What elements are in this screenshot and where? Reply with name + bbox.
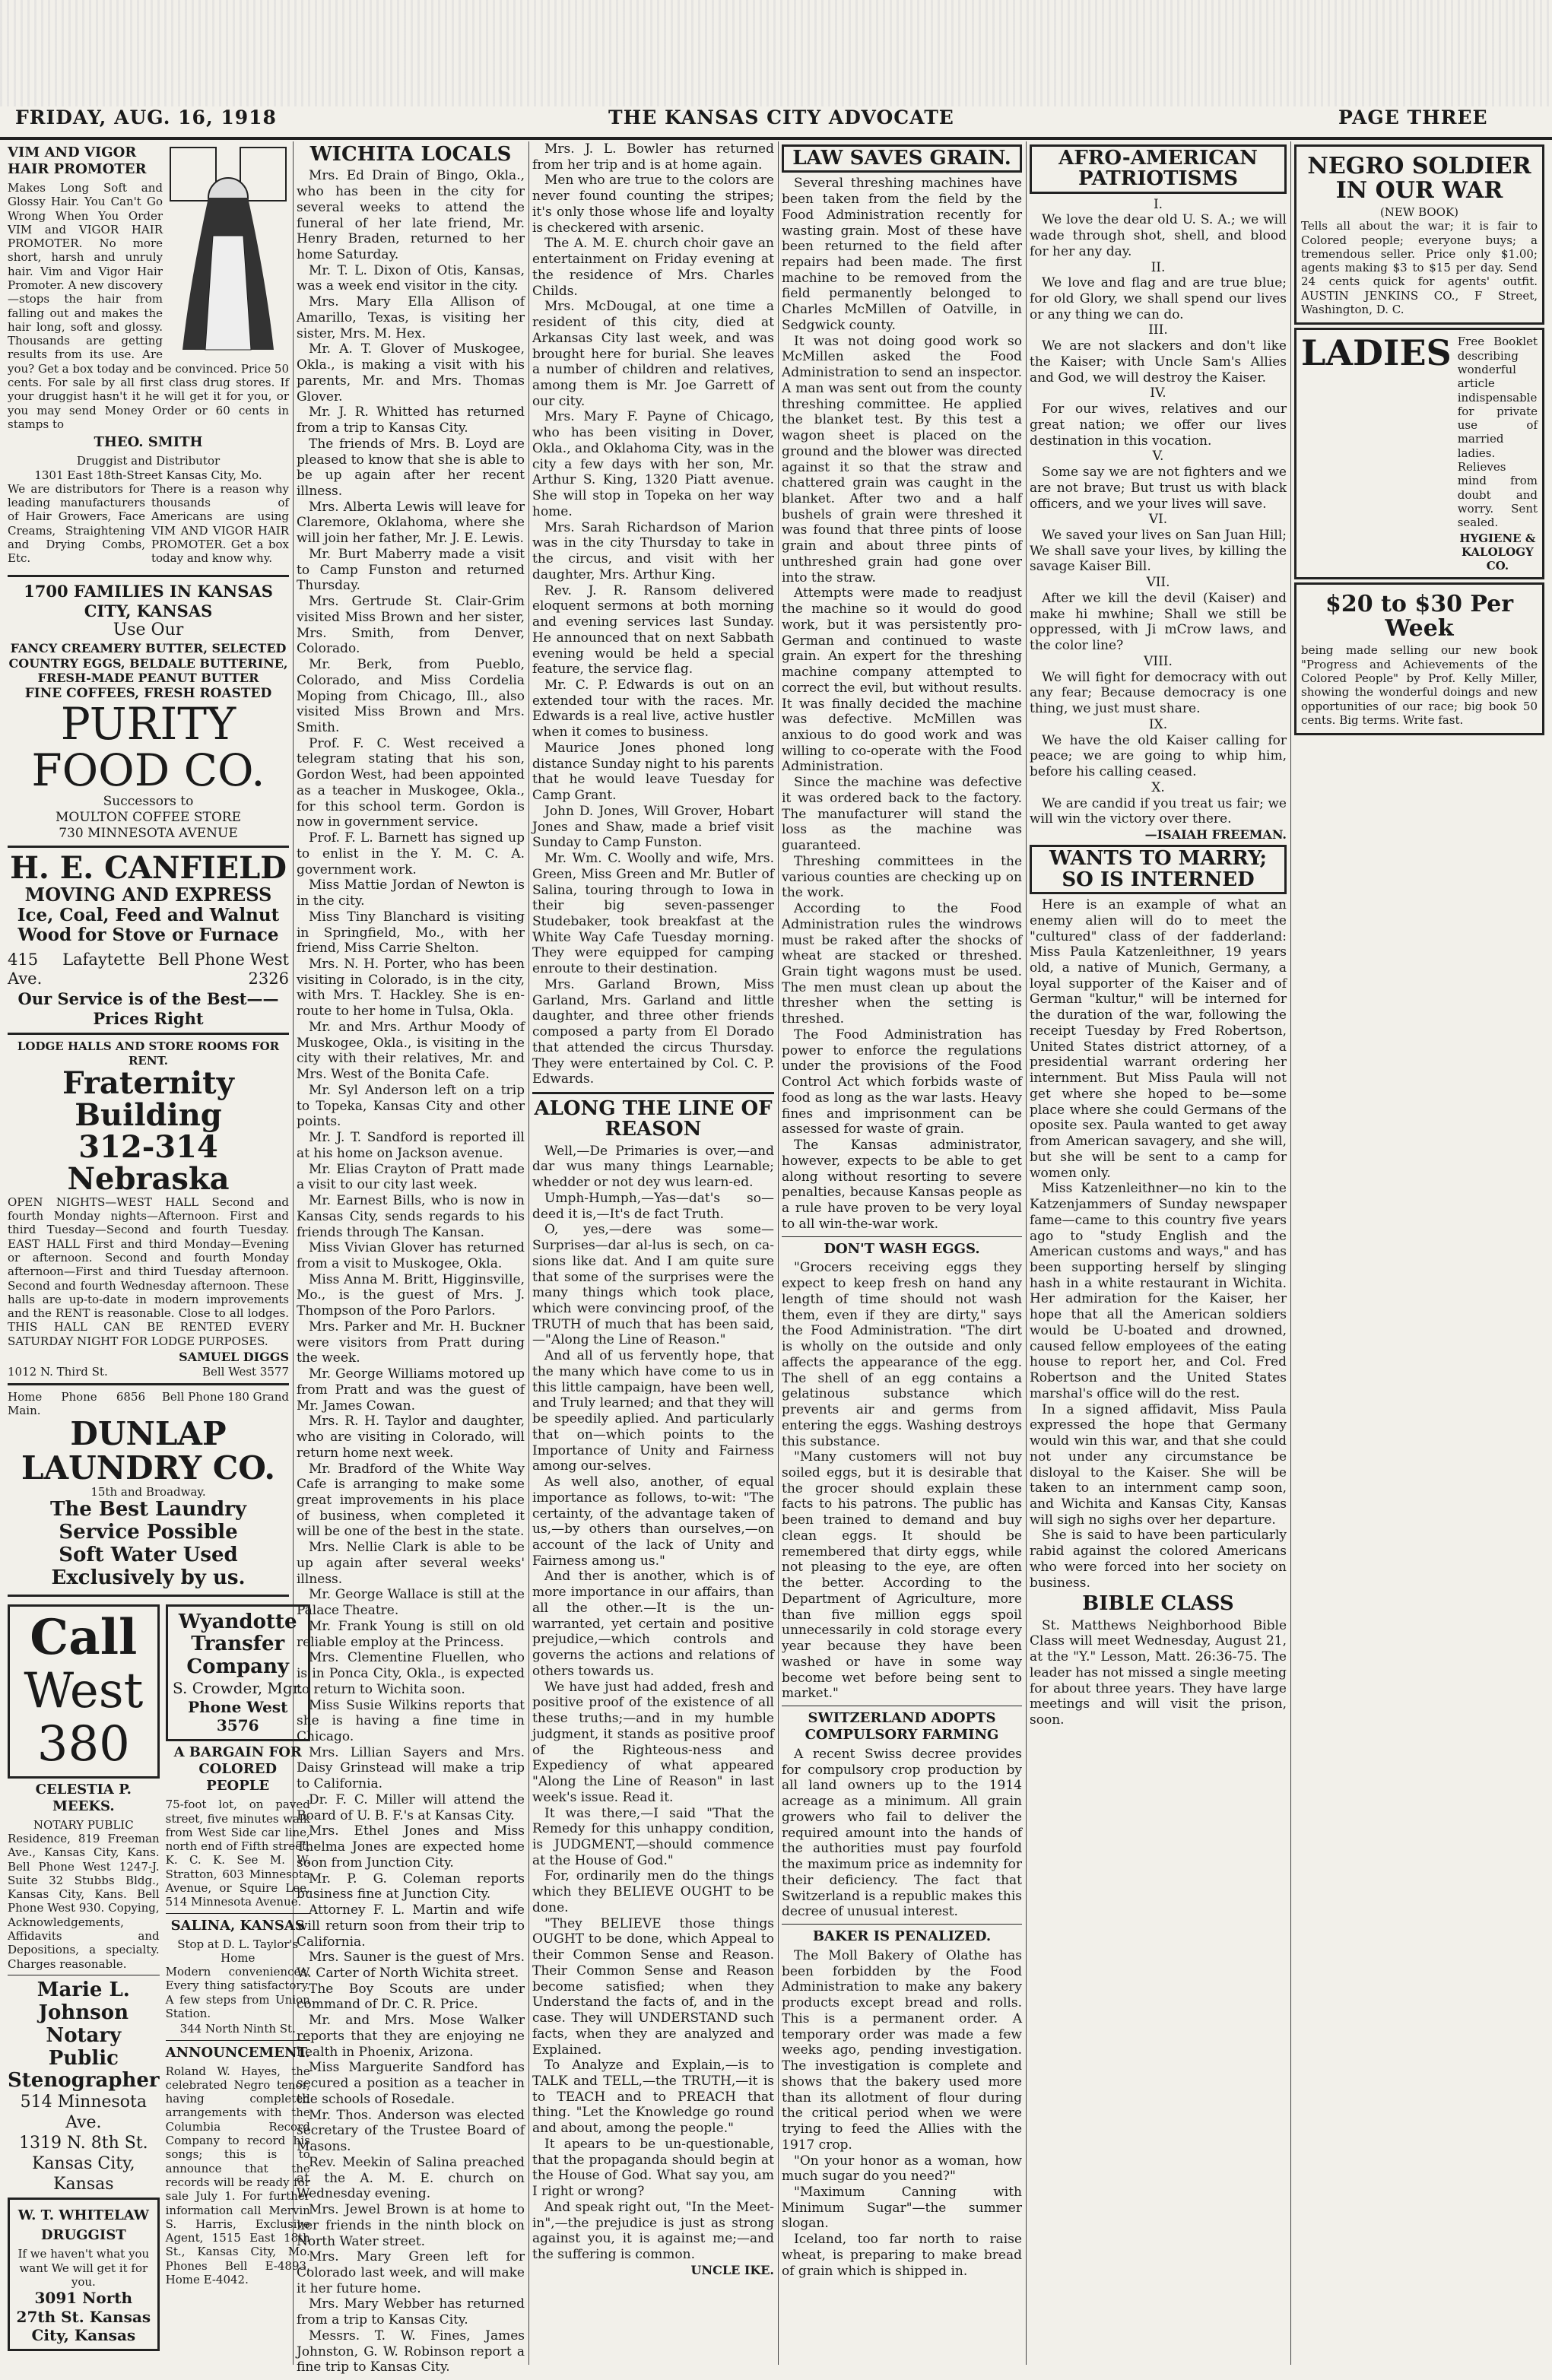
wichita-local-item: Mr. Syl Anderson left on a trip to Topeka, Kansas City and other points. (297, 1082, 525, 1130)
canfield-ad (8, 852, 289, 1028)
wichita-local-item: Mr. P. G. Coleman reports business fine at Junction City. (297, 1871, 525, 1902)
patriotism-verse: We have the old Kaiser calling for peace; we are going to whip him, before his calling ceased. (1030, 732, 1287, 780)
grain-paragraph: Threshing committees in the various counties are checking up on the work. (782, 853, 1022, 901)
call-c: 380 (36, 1716, 130, 1773)
fraternity-ad (8, 1039, 289, 1379)
ladies-co: HYGIENE & KALOLOGY CO. (1459, 531, 1536, 573)
wichita-local-item: Prof. F. C. West received a telegram stating that his son, Gordon West, had been appointed as a teacher in Muskogee, Okla., for this school term. Gordon is now in government service. (297, 735, 525, 830)
bargain-body: 75-foot lot, on paved street, five minutes walk from West Side car line, north end of Fifth street, K. C. K. See M. W. Stratton, 603 Minnesota Avenue, or Squire Lee, 514 Minnesota Avenue. (165, 1798, 310, 1909)
purity-name: PURITY FOOD CO. (31, 698, 265, 797)
baker-paragraph: "On your honor as a woman, how much sugar do you need?" (782, 2153, 1022, 2185)
line-of-reason-title: ALONG THE LINE OF REASON (534, 1097, 773, 1141)
marry-paragraph: In a signed affidavit, Miss Paula expressed the hope that Germany would win this war, and that she could not under any circumstance be disloyal to the Kaiser. She will be taken to an internment camp soon, and Wichita and Kansas City, Kansas will sigh no sighs over her departure. (1030, 1401, 1287, 1528)
johnson-l1: Notary Public (46, 2023, 122, 2070)
column-rule (778, 141, 779, 2365)
vim-name: THEO. SMITH (94, 434, 203, 451)
negro-soldier-sub: (NEW BOOK) (1379, 205, 1459, 219)
patriotism-number: VIII. (1144, 653, 1173, 669)
marry-paragraph: She is said to have been particularly rabid against the colored Americans who were forced into her society on business. (1030, 1528, 1287, 1591)
column-wichita-locals (297, 141, 525, 2375)
local-news-item: Mrs. Mary F. Payne of Chicago, who has been visiting in Dover, Okla., and Oklahoma City, was in the city a few days with her son, Mr. Arthur S. King, 1320 Piatt avenue. She will stop in Topeka on her way home. (532, 409, 774, 519)
wichita-local-item: Mr. Berk, from Pueblo, Colorado, and Miss Cordelia Moping from Chicago, Ill., also visited Miss Brown and Mrs. Smith. (297, 657, 525, 735)
dont-wash-eggs-title: DON'T WASH EGGS. (824, 1240, 980, 1257)
dunlap-p1: Home Phone 6856 Main. (8, 1389, 145, 1418)
baker-title: BAKER IS PENALIZED. (812, 1928, 992, 1944)
line-of-reason-paragraph: And all of us fervently hope, that the many which have come to us in this little campaign, have been well, and Truly learned; and that they will be speedily aplied. And particularly that on—which points to the Importance of Unity and Fairness among our-selves. (532, 1348, 774, 1474)
grain-paragraph: Since the machine was defective it was ordered back to the factory. The manufacturer will stand the loss as the machine was guaranteed. (782, 775, 1022, 854)
scan-top-noise (0, 0, 1552, 106)
patriotism-number: II. (1151, 259, 1166, 275)
masthead (0, 106, 1552, 140)
wichita-local-item: The Boy Scouts are under command of Dr. C. R. Price. (297, 1981, 525, 2013)
wichita-local-item: Mrs. Nellie Clark is able to be up again after several weeks' illness. (297, 1540, 525, 1587)
johnson-name: Marie L. Johnson (36, 1978, 130, 2024)
wichita-local-item: Mr. Earnest Bills, who is now in Kansas City, sends regards to his friends through The Kansan. (297, 1193, 525, 1240)
frat-a: 1012 N. Third St. (8, 1364, 108, 1379)
ladies-body: Free Booklet describing wonderful article indispensable for private use of married ladies. Relieves mind from doubt and worry. Sent sealed. (1457, 335, 1538, 530)
whitelaw-role: DRUGGIST (40, 2227, 126, 2244)
patriotism-number: IV. (1150, 386, 1166, 401)
whitelaw-addr: 3091 North 27th St. Kansas City, Kansas (16, 2289, 151, 2345)
patriotism-verse: We will fight for democracy with out any fear; Because democracy is one thing, we just must share. (1030, 669, 1287, 717)
column-1 (8, 141, 310, 2365)
law-saves-grain-title: LAW SAVES GRAIN. (782, 144, 1022, 173)
book-title: $20 to $30 Per Week (1325, 591, 1514, 642)
wyandotte-mgr: S. Crowder, Mgr. (172, 1679, 303, 1698)
wichita-local-item: Mr. J. T. Sandford is reported ill at his home on Jackson avenue. (297, 1130, 525, 1161)
column-4 (782, 141, 1022, 2365)
wichita-local-item: Rev. Meekin of Salina preached at the A. M. E. church on Wednesday evening. (297, 2154, 525, 2202)
isaiah-sig: —ISAIAH FREEMAN. (1144, 827, 1287, 842)
vim-role: Druggist and Distributor (76, 454, 221, 468)
canfield-l2: Ice, Coal, Feed and Walnut Wood for Stove or Furnace (17, 904, 280, 946)
wichita-local-item: Mr. George Wallace is still at the Palace Theatre. (297, 1587, 525, 1619)
wichita-local-item: Miss Tiny Blanchard is visiting in Springfield, Mo., with her friend, Miss Carrie Shelton. (297, 909, 525, 957)
wichita-local-item: Prof. F. L. Barnett has signed up to enlist in the Y. M. C. A. government work. (297, 830, 525, 877)
dunlap-ad (8, 1390, 289, 1590)
patriotism-number: VII. (1146, 575, 1170, 591)
line-of-reason-paragraph: O, yes,—dere was some—Surprises—dar al-lus is sech, on ca-sions like dat. And I am quite sure that some of the surprises were the many things which took place, which were convincing proof, of the TRUTH of much that has been said,—"Along the Line of Reason." (532, 1222, 774, 1348)
line-of-reason-paragraph: As well also, another, of equal importance as follows, to-wit: "The certainty, of the advantage taken of us,—by others than ourselves,—on account of the lack of Unity and Fairness among us." (532, 1474, 774, 1569)
patriotism-verse: After we kill the devil (Kaiser) and make hi mwhine; Shall we still be oppressed, with Ji mCrow laws, and the color line? (1030, 590, 1287, 654)
canfield-l1: MOVING AND EXPRESS (24, 884, 272, 906)
patriotism-number: V. (1152, 449, 1164, 465)
meeks-body: Residence, 819 Freeman Ave., Kansas City, Kans. Bell Phone West 1247-J. Suite 32 Stubbs Bldg., Kansas City, Kans. Bell Phone West 930. Copying, Acknowledgements, Affidavits and Depositions, a specialty. Charges reasonable. (8, 1831, 160, 1971)
page-number: PAGE THREE (1338, 106, 1488, 129)
wichita-local-item: Mr. Thos. Anderson was elected secretary of the Trustee Board of Masons. (297, 2107, 525, 2155)
patriotism-verse: For our wives, relatives and our great nation; we offer our lives destination in this vocation. (1030, 401, 1287, 449)
grain-paragraph: Attempts were made to readjust the machine so it would do good work, but it was persistently pro-German and continued to waste grain. An expert for the threshing machine company attempted to correct the evil, but without results. It was finally decided the machine was defective. McMillen was anxious to do good work and was willing to co-operate with the Food Administration. (782, 585, 1022, 775)
column-rule (1026, 141, 1027, 2365)
purity-s1: Successors to (103, 794, 194, 810)
wichita-local-item: Mrs. Parker and Mr. H. Buckner were visitors from Pratt during the week. (297, 1319, 525, 1366)
switzerland-body: A recent Swiss decree provides for compulsory crop production by all land owners up to the 1914 acreage as a minimum. All grain growers who fail to deliver the required amount into the hands of the authorities must pay fourfold the maximum price as indemnity for their deficiency. The fact that Switzerland is a republic makes this decree of unusual interest. (782, 1746, 1022, 1920)
wichita-title: WICHITA LOCALS (309, 143, 512, 166)
dunlap-l2: Soft Water Used Exclusively by us. (51, 1543, 246, 1589)
frat-name: Fraternity Building (62, 1065, 234, 1133)
line-of-reason-paragraph: Well,—De Primaries is over,—and dar wus many things Learnable; whedder or not dey wus learn-ed. (532, 1143, 774, 1191)
call-a: Call (30, 1608, 138, 1666)
grain-paragraph: The Kansas administrator, however, expects to be able to get along without resorting to severe penalties, because Kansas people as a rule have proven to be very loyal to all win-the-war work. (782, 1138, 1022, 1232)
marry-paragraph: Miss Katzenleithner—no kin to the Katzenjammers of Sunday newspaper fame—came to this country five years ago to "study English and the American customs and ways," and has been supporting herself by slinging hash in a white restaurant in Wichita. Her admiration for the Kaiser, her hope that all the American soldiers would be U-boated and drowned, caused fellow employees of the eating house to report her, and Col. Fred Robertson and the United States marshal's office will do the rest. (1030, 1181, 1287, 1401)
purity-l4: FINE COFFEES, FRESH ROASTED (24, 685, 272, 701)
local-news-item: Mr. C. P. Edwards is out on an extended tour with the races. Mr. Edwards is a real live, active hustler when it comes to business. (532, 677, 774, 741)
patriotism-verse: We love the dear old U. S. A.; we will wade through shot, shell, and blood for her any day. (1030, 212, 1287, 259)
wichita-local-item: Mr. Burt Maberry made a visit to Camp Funston and returned Thursday. (297, 546, 525, 594)
wichita-local-item: Mr. George Williams motored up from Pratt and was the guest of Mr. James Cowan. (297, 1366, 525, 1414)
purity-s3: 730 MINNESOTA AVENUE (59, 825, 238, 841)
vim-title: VIM AND VIGOR HAIR PROMOTER (8, 144, 147, 177)
wichita-local-item: Attorney F. L. Martin and wife will return soon from their trip to California. (297, 1902, 525, 1950)
dunlap-name: DUNLAP LAUNDRY CO. (21, 1415, 275, 1487)
local-news-item: Mrs. J. L. Bowler has returned from her trip and is at home again. (532, 141, 774, 173)
frat-addr: 312-314 Nebraska (67, 1128, 230, 1197)
patriotism-verse: We saved your lives on San Juan Hill; We shall save your lives, by killing the savage Kaiser Bill. (1030, 528, 1287, 575)
frat-body: OPEN NIGHTS—WEST HALL Second and fourth Monday nights—Afternoon. First and third Tuesday—Second and fourth Tuesday. EAST HALL First and third Monday—Evening or afternoon. Second and fourth Monday afternoon—First and third Tuesday afternoon. Second and fourth Wednesday afternoon. These halls are up-to-date in modern improvements and the RENT is reasonable. Close to all lodges. THIS HALL CAN BE RENTED EVERY SATURDAY NIGHT FOR LODGE PURPOSES. (8, 1195, 289, 1348)
local-news-item: Men who are true to the colors are never found counting the stripes; it's only those whose life and loyalty is checkered with arsenic. (532, 173, 774, 236)
line-of-reason-paragraph: And speak right out, "In the Meet-in",—the prejudice is just as strong against you, it is against me;—and the suffering is common. (532, 2199, 774, 2263)
wichita-local-item: Messrs. T. W. Fines, James Johnston, G. W. Robinson report a fine trip to Kansas City. (297, 2328, 525, 2375)
line-of-reason-paragraph: Umph-Humph,—Yas—dat's so—deed it is,—It's de fact Truth. (532, 1190, 774, 1222)
wyandotte-name: Wyandotte Transfer Company (178, 1610, 297, 1679)
wichita-local-item: Mr. Bradford of the White Way Cafe is arranging to make some great improvements in his place of business, when completed it will be one of the best in the state. (297, 1461, 525, 1540)
meeks-name: CELESTIA P. MEEKS. (35, 1781, 132, 1814)
patriotisms-title: AFRO-AMERICAN PATRIOTISMS (1030, 144, 1287, 194)
eggs-paragraph: "Many customers will not buy soiled eggs, but it is desirable that the grocer should explain these facts to his patrons. The public has been trained to demand and buy clean eggs. It should be remembered that dirty eggs, while not pleasing to the eye, are often the better. According to the Department of Agriculture, more than five million eggs spoil unnecessarily in cold storage every year because they have been washed or have in some way become wet before being sent to market." (782, 1449, 1022, 1702)
woman-long-hair-illustration (167, 144, 289, 357)
frat-b: Bell West 3577 (202, 1364, 289, 1379)
wichita-local-item: Dr. F. C. Miller will attend the Board of U. B. F.'s at Kansas City. (297, 1791, 525, 1823)
dunlap-addr: 15th and Broadway. (90, 1484, 206, 1499)
patriotism-number: I. (1153, 196, 1163, 212)
wichita-local-item: Mrs. Clementine Fluellen, who is in Ponca City, Okla., is expected to return to Wichita soon. (297, 1650, 525, 1697)
wichita-local-item: The friends of Mrs. B. Loyd are pleased to know that she is able to be up again after her recent illness. (297, 436, 525, 499)
ladies-name: LADIES (1301, 332, 1452, 374)
line-of-reason-paragraph: "They BELIEVE those things OUGHT to be done, which Appeal to their Common Sense and Reason. Their Common Sense and Reason become satisfied; when they Understand the facts of, and in the case. They will UNDERSTAND such facts, when they are analyzed and Explained. (532, 1915, 774, 2058)
vim-reason: There is a reason why thousands of Americans are using VIM AND VIGOR HAIR PROMOTER. Get a box today and know why. (151, 481, 289, 566)
wichita-local-item: Mr. T. L. Dixon of Otis, Kansas, was a week end visitor in the city. (297, 262, 525, 294)
purity-l2: Use Our (113, 620, 184, 640)
wichita-local-item: Mrs. Ethel Jones and Miss Thelma Jones are expected home soon from Junction City. (297, 1823, 525, 1871)
wichita-local-item: Mr. and Mrs. Arthur Moody of Muskogee, Okla., is visiting in the city with their relatives, Mr. and Mrs. West of the Bonita Cafe. (297, 1019, 525, 1083)
purity-l1: 1700 FAMILIES IN KANSAS CITY, KANSAS (24, 582, 273, 620)
announce-title: ANNOUNCEMENT. (165, 2044, 310, 2061)
patriotism-number: VI. (1148, 512, 1168, 528)
vim-body: Makes Long Soft and Glossy Hair. You Can't Go Wrong When You Order VIM and VIGOR HAIR PROMOTER. No more short, harsh and unruly hair. Vim and Vigor Hair Promoter. A new discovery—stops the hair from falling out and makes the hair long, soft and glossy. Thousands are getting results from its use. Are you? Get a box today and be convinced. Price 50 cents. For sale by all first class drug stores. If your druggist hasn't it he will get it for you, or you may send Money Order or 60 cents in stamps to (8, 180, 289, 431)
wichita-local-item: Miss Mattie Jordan of Newton is in the city. (297, 877, 525, 909)
johnson-a2: 1319 N. 8th St. (18, 2133, 148, 2153)
baker-paragraph: "Maximum Canning with Minimum Sugar"—the summer slogan. (782, 2184, 1022, 2232)
local-news-item: Mr. Wm. C. Woolly and wife, Mrs. Green, Miss Green and Mr. Butler of Salina, touring through to Iowa in their big seven-passenger Studebaker, took breakfast at the White Way Cafe Tuesday morning. They were equipped for camping enroute to their destination. (532, 851, 774, 977)
bargain-title: A BARGAIN FOR COLORED PEOPLE (173, 1744, 302, 1795)
bible-class-title: BIBLE CLASS (1082, 1592, 1234, 1616)
wichita-local-item: Miss Anna M. Britt, Higginsville, Mo., is the guest of Mrs. J. Thompson of the Poro Parlors. (297, 1271, 525, 1319)
dunlap-l1: The Best Laundry Service Possible (50, 1497, 246, 1544)
bible-class-body: St. Matthews Neighborhood Bible Class will meet Wednesday, August 21, at the "Y." Lesson, Matt. 26:36-75. The leader has not missed a single meeting for about three years. They have large meetings and will visit the prison, soon. (1030, 1617, 1287, 1728)
patriotism-number: IX. (1148, 716, 1168, 732)
canfield-motto: Our Service is of the Best——Prices Right (17, 989, 279, 1028)
purity-l3: FANCY CREAMERY BUTTER, SELECTED COUNTRY EGGS, BELDALE BUTTERINE, FRESH-MADE PEANUT BUTTER (8, 641, 288, 686)
local-news-item: Maurice Jones phoned long distance Sunday night to his parents that he would leave Tuesday for Camp Grant. (532, 740, 774, 804)
grain-paragraph: The Food Administration has power to enforce the regulations under the provisions of the Food Control Act which forbids waste of food as long as the war lasts. Heavy fines and imprisonment can be assessed for waste of grain. (782, 1027, 1022, 1138)
negro-soldier-title: NEGRO SOLDIER IN OUR WAR (1307, 153, 1531, 204)
wichita-local-item: Mr. Frank Young is still on old reliable employ at the Princess. (297, 1618, 525, 1650)
canfield-name: H. E. CANFIELD (10, 850, 287, 887)
canfield-phone: Bell Phone West 2326 (157, 950, 289, 988)
paper-name: THE KANSAS CITY ADVOCATE (608, 106, 954, 129)
wichita-local-item: Mr. A. T. Glover of Muskogee, Okla., is making a visit with his parents, Mr. and Mrs. Thomas Glover. (297, 341, 525, 405)
patriotism-number: X. (1151, 779, 1165, 795)
column-rule (528, 141, 529, 2365)
patriotism-verse: Some say we are not fighters and we are not brave; But trust us with black officers, and we your lives will save. (1030, 465, 1287, 512)
book-body: being made selling our new book "Progress and Achievements of the Colored People" by Prof. Kelly Miller, showing the wonderful doings and new opportunities of our race; big book 50 cents. Big terms. Write fast. (1301, 643, 1538, 727)
vim-ad (8, 144, 289, 570)
baker-paragraph: Iceland, too far north to raise wheat, is preparing to make bread of grain which is shipped in. (782, 2232, 1022, 2279)
patriotism-number: III. (1148, 322, 1168, 338)
johnson-a1: 514 Minnesota Ave. (20, 2093, 148, 2133)
wichita-local-item: Miss Marguerite Sandford has secured a position as a teacher in the schools of Rosedale. (297, 2060, 525, 2107)
local-news-item: The A. M. E. church choir gave an entertainment on Friday evening at the residence of Mrs. Charles Childs. (532, 236, 774, 299)
column-3 (532, 141, 774, 2365)
wichita-local-item: Mrs. Jewel Brown is at home to her friends in the ninth block on North Water street. (297, 2202, 525, 2249)
line-of-reason-paragraph: For, ordinarily men do the things which they BELIEVE OUGHT to be done. (532, 1868, 774, 1915)
line-of-reason-paragraph: It was there,—I said "That the Remedy for this unhappy condition, is JUDGMENT,—should commence at the House of God." (532, 1805, 774, 1868)
wichita-local-item: Miss Susie Wilkins reports that she is having a fine time in Chicago. (297, 1697, 525, 1744)
line-of-reason-paragraph: To Analyze and Explain,—is to TALK and TELL,—the TRUTH,—it is to TEACH and to PREACH that thing. "Let the Knowledge go round and about, among the people." (532, 2058, 774, 2137)
baker-paragraph: The Moll Bakery of Olathe has been forbidden by the Food Administration to make any bakery products except bread and rolls. This is a permanent order. A temporary order was made a few weeks ago, pending investigation. The investigation is complete and shows that the bakery used more than its allotment of flour during the critical period when we were trying to feed the Allies with the 1917 crop. (782, 1947, 1022, 2153)
johnson-city: Kansas City, Kansas (32, 2153, 135, 2194)
wichita-local-item: Miss Vivian Glover has returned from a visit to Muskogee, Okla. (297, 1240, 525, 1271)
local-news-item: Mrs. Sarah Richardson of Marion was in the city Thursday to take in the circus, and visit with her daughter, Mrs. Arthur King. (532, 519, 774, 582)
wichita-local-item: Mrs. Mary Webber has returned from a trip to Kansas City. (297, 2296, 525, 2328)
salina-title: SALINA, KANSAS (170, 1917, 305, 1934)
johnson-l2: Stenographer (8, 2069, 160, 2093)
wichita-local-item: Mrs. Mary Ella Allison of Amarillo, Texas, is visiting her sister, Mrs. M. Hex. (297, 294, 525, 341)
salina-addr: 344 North Ninth St. (179, 2022, 296, 2036)
grain-paragraph: It was not doing good work so McMillen asked the Food Administration to send an inspector. A man was sent out from the county threshing committee. He applied the blanket test. By this test a wagon sheet is placed on the ground and the blower was directed against it so that the straw and chattered grain was caught in the blanket. After two and a half bushels of grain were threshed it was found that three pints of loose grain and about three pints of unthreshed grain had gone over into the straw. (782, 333, 1022, 585)
wichita-local-item: Mr. Elias Crayton of Pratt made a visit to our city last week. (297, 1161, 525, 1193)
wants-to-marry-title: WANTS TO MARRY; SO IS INTERNED (1030, 845, 1287, 894)
local-news-item: Mrs. Garland Brown, Miss Garland, Mrs. Garland and little daughter, and three other friends composed a party from El Dorado that attended the circus Thursday. They were entertained by Col. C. P. Edwards. (532, 976, 774, 1087)
grain-paragraph: Several threshing machines have been taken from the field by the Food Administration recently for wasting grain. Most of these have been returned to the field after repairs had been made. The first machine to be removed from the field permanently belonged to Charles McMillen of Oatville, in Sedgwick county. (782, 176, 1022, 333)
wyandotte-phone: Phone West 3576 (188, 1697, 288, 1734)
whitelaw-name: W. T. WHITELAW (17, 2207, 149, 2224)
switzerland-title: SWITZERLAND ADOPTS COMPULSORY FARMING (805, 1710, 999, 1743)
salina-body: Modern conveniences. Every thing satisfactory. A few steps from Union Station. (165, 1965, 310, 2021)
line-of-reason-paragraph: We have just had added, fresh and positive proof of the existence of all these truths;—and in my humble judgment, it stands as positive proof of the Righteous-ness and Expediency of what appeared "Along the Line of Reason" in last week's issue. Read it. (532, 1679, 774, 1805)
column-6 (1294, 141, 1544, 2365)
wichita-local-item: Mrs. Gertrude St. Clair-Grim visited Miss Brown and her sister, Mrs. Smith, from Denver, Colorado. (297, 594, 525, 657)
call-ad (8, 1604, 160, 1779)
call-b: West (24, 1662, 144, 1719)
issue-date: FRIDAY, AUG. 16, 1918 (15, 106, 277, 129)
wichita-local-item: Mr. and Mrs. Mose Walker reports that they are enjoying ne health in Phoenix, Arizona. (297, 2013, 525, 2060)
wichita-local-item: Mr. J. R. Whitted has returned from a trip to Kansas City. (297, 405, 525, 436)
announce-body: Roland W. Hayes, the celebrated Negro tenor, having completed arrangements with the Columbia Record Company to record his songs; this is to announce that the records will be ready for sale July 1. For further information call Mervin S. Harris, Exclusive Agent, 1515 East 18th St., Kansas City, Mo. Phones Bell E-4893, Home E-4042. (165, 2064, 310, 2287)
eggs-paragraph: "Grocers receiving eggs they expect to keep fresh on hand any length of time should not wash them, even if they are dirty," says the Food Administration. "The dirt is wholly on the outside and only affects the appearance of the egg. The shell of an egg contains a gelatinous substance which prevents air and germs from entering the eggs. Washing destroys this substance. (782, 1260, 1022, 1449)
patriotism-verse: We love and flag and are true blue; for old Glory, we shall spend our lives or any thing we can do. (1030, 275, 1287, 322)
wichita-local-item: Mrs. Mary Green left for Colorado last week, and will make it her future home. (297, 2249, 525, 2296)
wichita-local-item: Mrs. R. H. Taylor and daughter, who are visiting in Colorado, will return home next week. (297, 1414, 525, 1461)
wichita-local-item: Mrs. Lillian Sayers and Mrs. Daisy Grinstead will make a trip to California. (297, 1744, 525, 1792)
frat-top: LODGE HALLS AND STORE ROOMS FOR RENT. (17, 1039, 280, 1068)
wichita-local-item: Mrs. Ed Drain of Bingo, Okla., who has been in the city for several weeks to attend the funeral of her late friend, Mr. Henry Braden, returned to her home Saturday. (297, 168, 525, 262)
vim-dist: We are distributors for leading manufacturers of Hair Growers, Face Creams, Straightening and Drying Combs, Etc. (8, 481, 145, 566)
column-rule (1290, 141, 1291, 2365)
purity-s2: MOULTON COFFEE STORE (55, 809, 242, 825)
grain-paragraph: According to the Food Administration rules the windrows must be raked after the shocks of wheat are stacked or threshed. Grain tight wagons must be used. The men must clean up about the thresher when the setting is threshed. (782, 901, 1022, 1027)
marry-paragraph: Here is an example of what an enemy alien will do to meet the "cultured" class of der fadderland: Miss Paula Katzenleithner, 19 years old, a native of Munich, Germany, a loyal supporter of the Kaiser and of German "kultur," will be interned for the duration of the war, following the receipt Tuesday by Fred Robertson, United States district attorney, of a presidential warrant ordering her internment. But Miss Paula will not get where she hoped to be—some place where she could Germans of the oposite sex. Paula wanted to get away from American savagery, and she will, but she will be sent to a camp for women only. (1030, 897, 1287, 1181)
wichita-local-item: Mrs. N. H. Porter, who has been visiting in Colorado, is in the city, with Mrs. T. Hackley. She is en-route to her home in Tulsa, Okla. (297, 957, 525, 1020)
frat-sig: SAMUEL DIGGS (179, 1350, 289, 1365)
canfield-addr: 415 Lafaytette Ave. (8, 950, 145, 988)
local-news-item: Mrs. McDougal, at one time a resident of this city, died at Arkansas City last week, and was brought here for burial. She leaves a number of children and relatives, among them is Mr. Joe Garrett of our city. (532, 299, 774, 409)
meeks-role: NOTARY PUBLIC (33, 1817, 134, 1832)
negro-soldier-body: Tells all about the war; it is fair to Colored people; everyone buys; a tremendous seller. Price only $1.00; agents making $3 to $15 per day. Send 24 cents quick for agents' outfit. AUSTIN JENKINS CO., F Street, Washington, D. C. (1301, 219, 1538, 317)
line-of-reason-paragraph: And ther is another, which is of more importance in our affairs, than all the other.—It is the un-warranted, yet certain and positive prejudice,—which controls and governs the actions and relations of others towards us. (532, 1569, 774, 1679)
wichita-local-item: Mrs. Sauner is the guest of Mrs. W. Carter of North Wichita street. (297, 1950, 525, 1982)
line-of-reason-paragraph: It apears to be un-questionable, that the propaganda should begin at the House of God. What say you, am I right or wrong? (532, 2136, 774, 2200)
dunlap-p2: Bell Phone 180 Grand (161, 1389, 289, 1404)
whitelaw-l1: If we haven't what you want We will get it for you. (17, 2247, 150, 2289)
patriotism-verse: We are not slackers and don't like the Kaiser; with Uncle Sam's Allies and God, we will destroy the Kaiser. (1030, 338, 1287, 386)
local-news-item: John D. Jones, Will Grover, Hobart Jones and Shaw, made a brief visit Sunday to Camp Funston. (532, 803, 774, 851)
salina-l1: Stop at D. L. Taylor's Home (177, 1937, 299, 1965)
local-news-item: Rev. J. R. Ransom delivered eloquent sermons at both morning and evening services last Sunday. He announced that on next Sabbath evening would be held a special feature, the service flag. (532, 582, 774, 678)
column-5 (1030, 141, 1287, 2365)
vim-addr: 1301 East 18th-Street Kansas City, Mo. (34, 468, 262, 482)
wichita-local-item: Mrs. Alberta Lewis will leave for Claremore, Oklahoma, where she will join her father, Mr. J. E. Lewis. (297, 499, 525, 547)
uncle-ike-sig: UNCLE IKE. (690, 2262, 774, 2277)
purity-ad (8, 582, 289, 841)
patriotism-verse: We are candid if you treat us fair; we will win the victory over there. (1030, 795, 1287, 827)
